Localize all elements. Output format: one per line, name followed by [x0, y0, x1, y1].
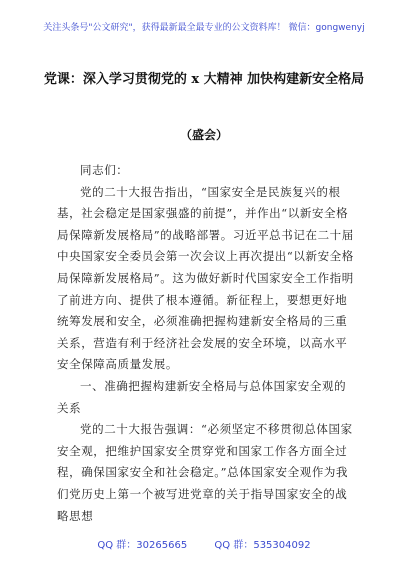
document-title: 党课：深入学习贯彻党的 x 大精神 加快构建新安全格局: [43, 72, 365, 87]
paragraph-2: 党的二十大报告强调：“必须坚定不移贯彻总体国家安全观，把维护国家安全贯穿党和国家工作各方面全过程，确保国家安全和社会稳定。”总体国家安全观作为我们党历史上第一个被写进党章的关于指导国家安全的战略思想: [57, 422, 353, 523]
qq-group-2: QQ 群：535304092: [214, 540, 311, 551]
qq-group-1: QQ 群：30265665: [97, 540, 188, 551]
salutation: 同志们：: [80, 163, 129, 177]
promo-header: 关注头条号"公文研究"，获得最新最全最专业的公文资料库！ 微信：gongwenyj: [43, 23, 365, 33]
qq-footer: [0, 536, 408, 551]
paragraph-1: 党的二十大报告指出，“国家安全是民族复兴的根基，社会稳定是国家强盛的前提”，并作出“以新安全格局保障新发展格局”的战略部署。习近平总书记在二十届中央国家安全委员会第一次会议上再次提出“以新安全格局保障新发展格局”。这为做好新时代国家安全工作指明了前进方向、提供了根本遵循。新征程上，要想更好地统筹发展和安全，必须准确把握构建新安全格局的三重关系，营造有利于经济社会发展的安全环境，以高水平安全保障高质量发展。: [57, 184, 354, 372]
document-body: [57, 160, 357, 527]
section-heading-1: 一、准确把握构建新安全格局与总体国家安全观的关系: [57, 378, 347, 415]
document-author: （盛会）: [179, 128, 228, 142]
